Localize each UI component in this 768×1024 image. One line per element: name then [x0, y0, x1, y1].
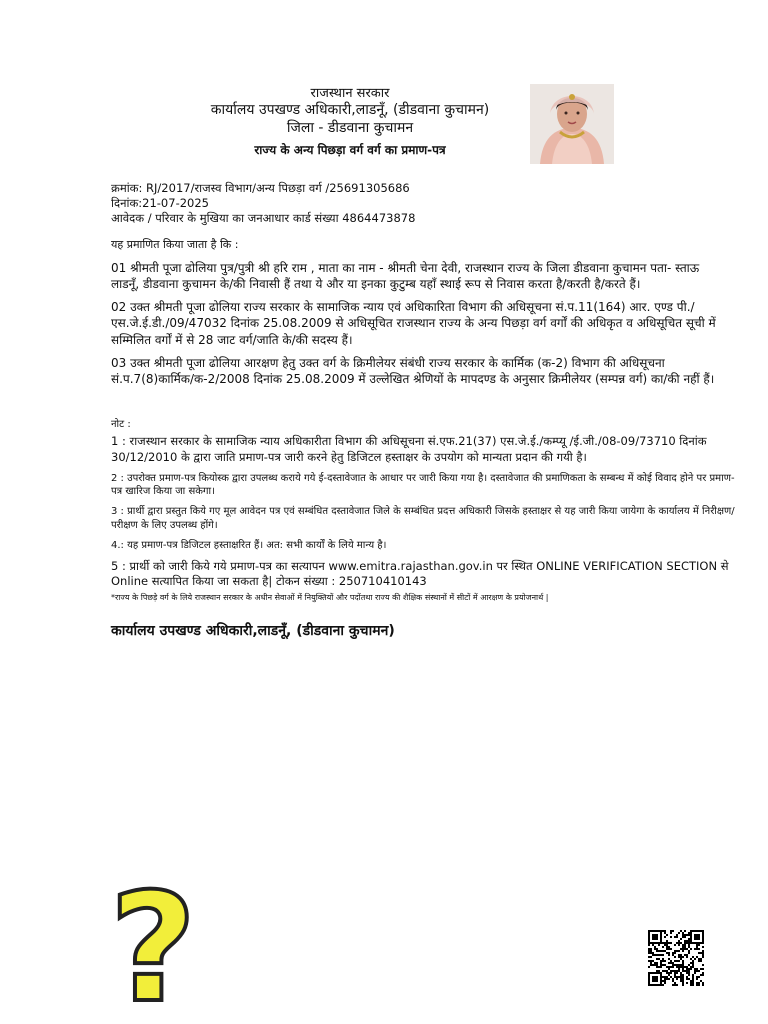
intro-text: यह प्रमाणित किया जाता है कि :	[111, 238, 239, 251]
note-1: 1 : राजस्थान सरकार के सामाजिक न्याय अधिकारीता विभाग की अधिसूचना सं.एफ.21(37) एस.जे.ई./कम्प्यू /ई.जी./08-09/73710 दिनांक 30/12/2010 के द्वारा जाति प्रमाण-पत्र जारी करने हेतु डिजिटल हस्ताक्षर के उपयोग को मान्यता प्रदान की गयी है।	[111, 433, 707, 464]
signature-unverified-icon	[103, 865, 203, 1015]
note-4: 4.: यह प्रमाण-पत्र डिजिटल हस्ताक्षरित हैं। अत: सभी कार्यों के लिये मान्य है।	[111, 539, 387, 551]
note-5: 5 : प्रार्थी को जारी किये गये प्रमाण-पत्र का सत्यापन www.emitra.rajasthan.gov.in पर स्थित ONLINE VERIFICATION SECTION से Online सत्यापित किया जा सकता है| टोकन संख्या : 250710410143	[111, 558, 729, 589]
notes-heading: नोट :	[111, 419, 131, 430]
govt-name: राजस्थान सरकार	[310, 86, 390, 101]
clause-02: 02 उक्त श्रीमती पूजा ढोलिया राज्य सरकार के सामाजिक न्याय एवं अधिकारिता विभाग की अधिसूचना सं.प.11(164) आर. एण्ड पी./एस.जे.ई.डी./09/47032 दिनांक 25.08.2009 से अधिसूचित राजस्थान राज्य के अन्य पिछड़ा वर्ग वर्गों की अधिकृत व अधिसूचित सूची में सम्मिलित वर्गों में से 28 जाट वर्ग/जाति के/की सदस्य हैं।	[111, 300, 716, 347]
document-header	[170, 86, 530, 158]
clause-03: 03 उक्त श्रीमती पूजा ढोलिया आरक्षण हेतु उक्त वर्ग के क्रिमीलेयर संबंधी राज्य सरकार के कार्मिक (क-2) विभाग की अधिसूचना सं.प.7(8)कार्मिक/क-2/2008 दिनांक 25.08.2009 में उल्लेखित श्रेणियों के मापदण्ड के अनुसार क्रिमीलेयर (सम्पन्न वर्ग) का/की नहीं हैं।	[111, 355, 715, 386]
qr-code	[648, 930, 704, 986]
note-2: 2 : उपरोक्त प्रमाण-पत्र कियोस्क द्वारा उपलब्ध कराये गये ई-दस्तावेजात के आधार पर जारी किया गया है। दस्तावेजात की प्रमाणिकता के सम्बन्ध में कोई विवाद होने पर प्रमाण-पत्र खारिज किया जा सकेगा।	[111, 472, 735, 498]
applicant-photo	[530, 84, 614, 164]
footnote: *राज्य के पिछड़े वर्ग के लिये राजस्थान सरकार के अधीन सेवाओं में नियुक्तियों और पदोंतथा राज्य की शैक्षिक संस्थानों में सीटों में आरक्षण के प्रयोजनार्थ |	[111, 593, 549, 603]
clause-01: 01 श्रीमती पूजा ढोलिया पुत्र/पुत्री श्री हरि राम , माता का नाम - श्रीमती चेना देवी, राजस्थान राज्य के जिला डीडवाना कुचामन पता- स्ताऊ लाडनूँ, डीडवाना कुचामन के/की निवासी हैं तथा ये और या इनका कुटुम्ब यहाँ स्थाई रूप से निवास करता है/करती है/करते हैं।	[111, 260, 700, 292]
certificate-date: दिनांक:21-07-2025	[111, 196, 209, 211]
certificate-title: राज्य के अन्य पिछड़ा वर्ग वर्ग का प्रमाण-पत्र	[254, 143, 446, 158]
certificate-meta	[111, 181, 415, 227]
janaadhar-number: आवेदक / परिवार के मुखिया का जनआधार कार्ड संख्या 4864473878	[111, 211, 416, 226]
district-name: जिला - डीडवाना कुचामन	[286, 119, 414, 136]
certificate-body	[111, 238, 731, 394]
note-3: 3 : प्रार्थी द्वारा प्रस्तुत किये गए मूल आवेदन पत्र एवं सम्बंधित दस्तावेजात जिले के सम्बंधित प्रदत्त अधिकारी जिसके हस्ताक्षर से यह जारी किया जायेगा के कार्यालय में निरीक्षण/परीक्षण के लिए उपलब्ध होंगे।	[111, 506, 735, 531]
certificate-number: क्रमांक: RJ/2017/राजस्व विभाग/अन्य पिछड़ा वर्ग /25691305686	[111, 181, 410, 195]
issuing-office: कार्यालय उपखण्ड अधिकारी,लाडनूँ, (डीडवाना कुचामन)	[111, 623, 395, 639]
notes-section	[111, 418, 736, 609]
signature-mark: ?	[109, 865, 197, 1015]
office-name: कार्यालय उपखण्ड अधिकारी,लाडनूँ, (डीडवाना कुचामन)	[210, 102, 490, 119]
